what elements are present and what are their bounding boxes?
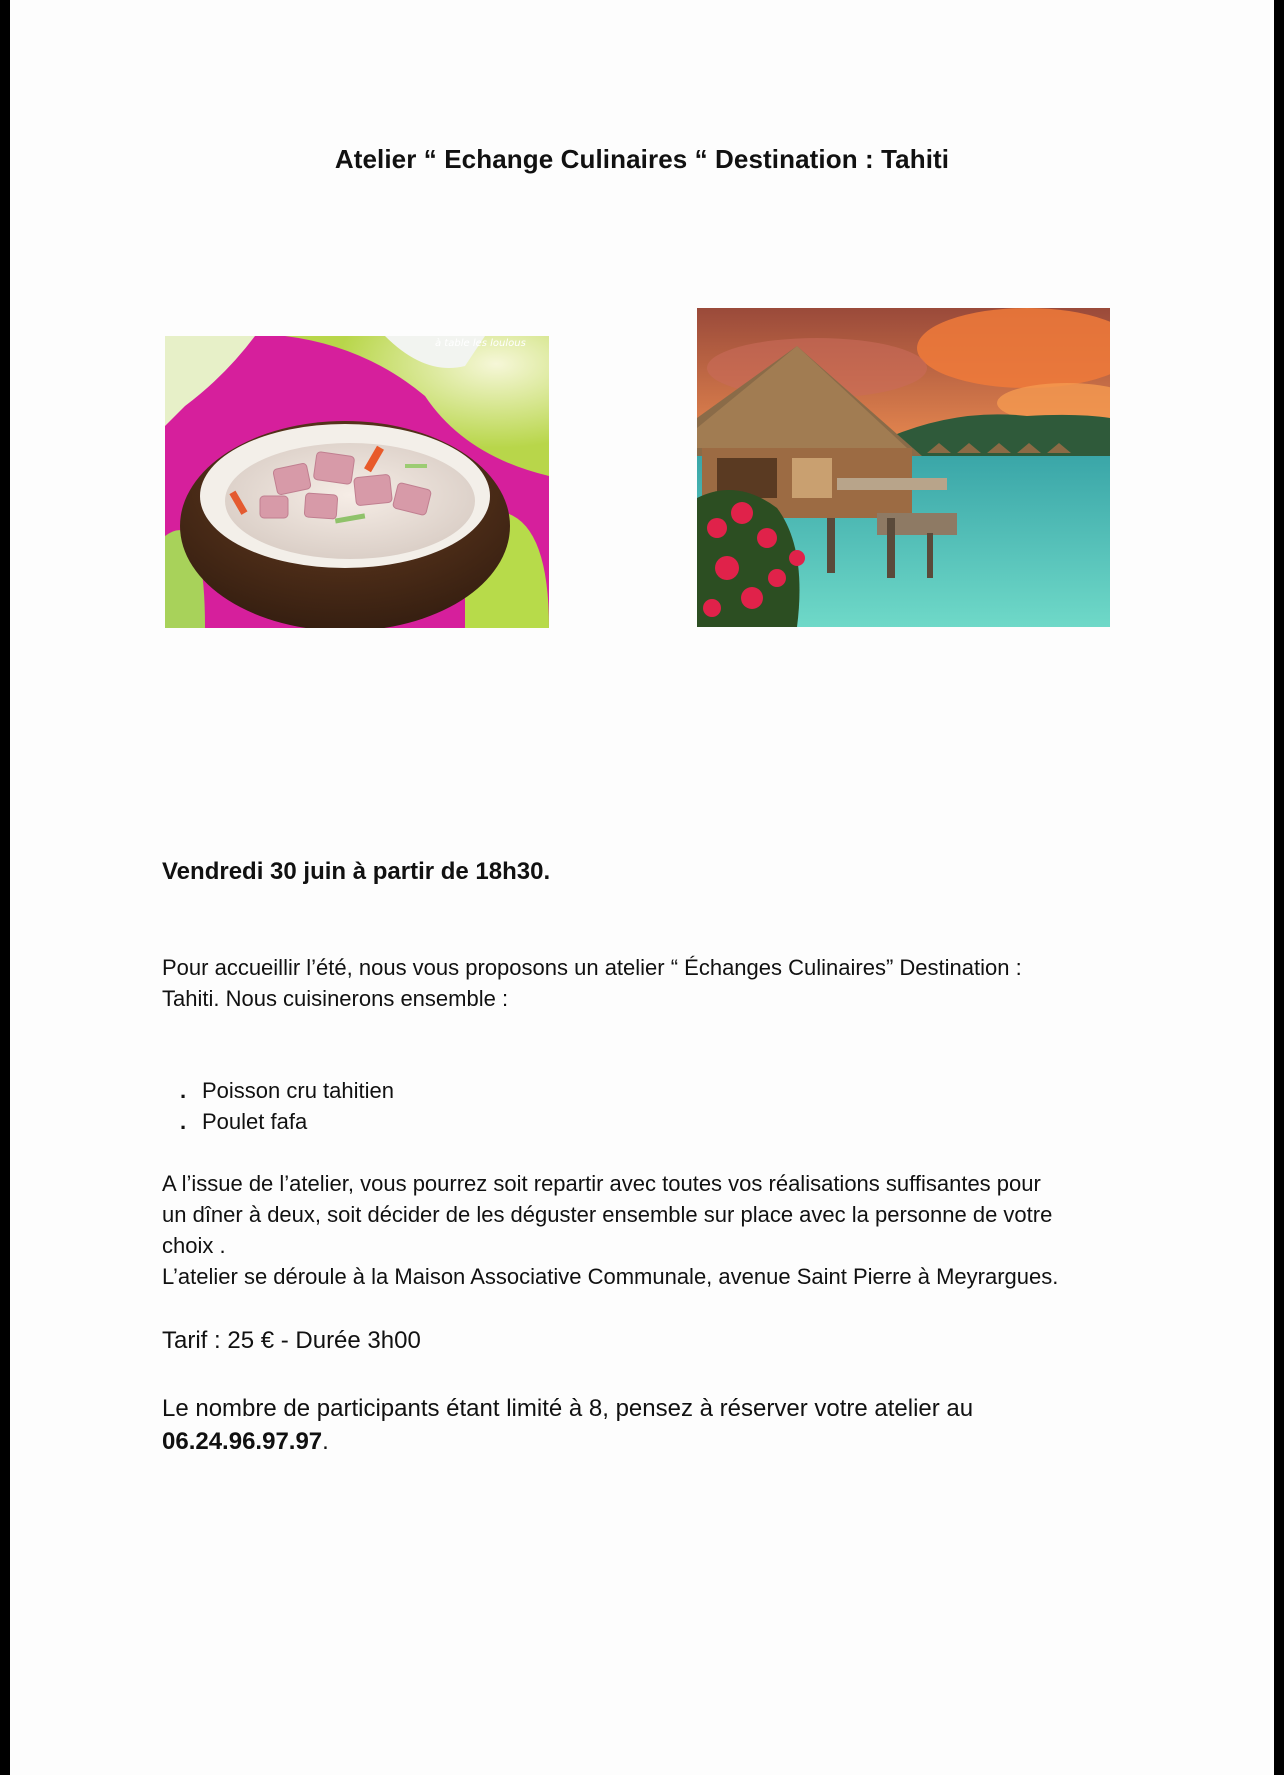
bullet: . — [180, 1078, 187, 1103]
outro-line: A l’issue de l’atelier, vous pourrez soit repartir avec toutes vos réalisations suffisantes pour — [162, 1171, 1041, 1196]
document-page — [10, 0, 1274, 1775]
list-item — [180, 1106, 394, 1137]
booking-paragraph — [162, 1392, 1122, 1458]
menu-item-label: Poisson cru tahitien — [202, 1078, 394, 1103]
bungalow-photo — [697, 308, 1110, 627]
outro-line: un dîner à deux, soit décider de les déguster ensemble sur place avec la personne de votre — [162, 1202, 1053, 1227]
list-item — [180, 1075, 394, 1106]
intro-line: Tahiti. Nous cuisinerons ensemble : — [162, 986, 509, 1011]
intro-paragraph — [162, 952, 1122, 1014]
price-info: Tarif : 25 € - Durée 3h00 — [162, 1327, 421, 1354]
outro-line: L’atelier se déroule à la Maison Associative Communale, avenue Saint Pierre à Meyrargues. — [162, 1264, 1059, 1289]
menu-list — [180, 1075, 394, 1137]
outro-paragraph — [162, 1168, 1142, 1292]
intro-line: Pour accueillir l’été, nous vous proposons un atelier “ Échanges Culinaires” Destination : — [162, 955, 1022, 980]
outro-line: choix . — [162, 1233, 226, 1258]
event-date: Vendredi 30 juin à partir de 18h30. — [162, 858, 551, 885]
phone-number: 06.24.96.97.97 — [162, 1428, 323, 1455]
dish-watermark: à table les loulous — [435, 338, 526, 349]
page-title: Atelier “ Echange Culinaires “ Destination : Tahiti — [334, 144, 950, 174]
booking-text: Le nombre de participants étant limité à 8, pensez à réserver votre atelier au — [162, 1395, 974, 1422]
booking-end: . — [322, 1428, 329, 1455]
menu-item-label: Poulet fafa — [202, 1109, 308, 1134]
bullet: . — [180, 1109, 187, 1134]
dish-photo — [165, 336, 549, 628]
